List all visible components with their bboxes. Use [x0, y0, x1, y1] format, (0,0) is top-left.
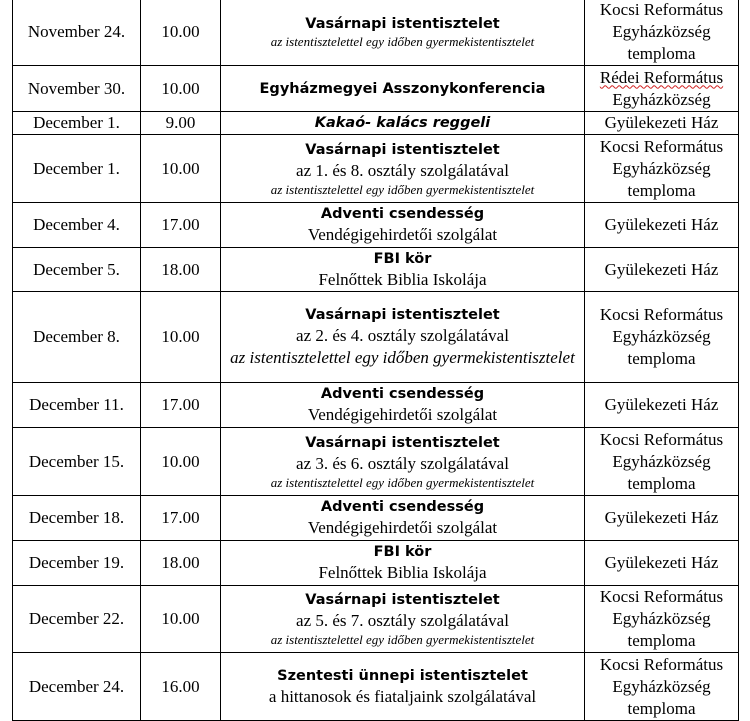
event-time: 10.00	[161, 78, 200, 98]
table-row	[13, 135, 739, 203]
event-title: FBI kör	[373, 544, 432, 560]
event-subtitle: az 5. és 7. osztály szolgálatával	[296, 611, 509, 630]
event-title: Kakaó- kalács reggeli	[314, 115, 491, 131]
place-cell	[585, 292, 739, 383]
place-line: Kocsi Református	[599, 654, 724, 674]
place-line: Rédei Református	[599, 67, 724, 87]
table-row	[13, 203, 739, 248]
event-title: Vasárnapi istentisztelet	[305, 592, 500, 608]
event-time: 17.00	[161, 508, 200, 527]
event-note: az istentisztelettel egy időben gyermekistentisztelet	[230, 348, 575, 367]
event-time: 17.00	[161, 215, 200, 234]
event-subtitle: az 2. és 4. osztály szolgálatával	[296, 326, 509, 345]
table-row	[13, 383, 739, 428]
table-row	[13, 496, 739, 541]
event-date: December 4.	[33, 215, 120, 234]
event-time: 17.00	[161, 395, 200, 414]
place-line: Gyülekezeti Ház	[604, 113, 719, 132]
place-line: Gyülekezeti Ház	[604, 259, 719, 279]
event-subtitle: Vendégigehirdetői szolgálat	[307, 405, 498, 424]
place-line: Kocsi Református	[599, 0, 724, 19]
event-subtitle: a hittanosok és fiataljaink szolgálatával	[268, 686, 537, 706]
place-cell	[585, 496, 739, 541]
place-line: temploma	[627, 631, 696, 650]
event-time: 10.00	[161, 327, 200, 346]
place-line: temploma	[627, 44, 696, 63]
event-time: 16.00	[161, 676, 200, 696]
event-subtitle: az 3. és 6. osztály szolgálatával	[296, 453, 509, 473]
place-line: Egyházközség	[612, 327, 711, 346]
event-date: December 8.	[33, 327, 120, 346]
table-row	[13, 428, 739, 496]
event-date: December 22.	[28, 609, 125, 628]
place-cell	[585, 383, 739, 428]
place-line: Egyházközség	[612, 451, 711, 471]
event-note: az istentisztelettel egy időben gyermekistentisztelet	[270, 474, 535, 490]
event-note: az istentisztelettel egy időben gyermekistentisztelet	[270, 181, 535, 197]
event-subtitle: Vendégigehirdetői szolgálat	[307, 518, 498, 537]
event-note: az istentisztelettel egy időben gyermekistentisztelet	[270, 34, 535, 49]
place-cell	[585, 0, 739, 66]
place-line: Gyülekezeti Ház	[604, 215, 719, 234]
event-time: 18.00	[161, 259, 200, 279]
event-date: November 30.	[27, 78, 126, 98]
event-date: December 19.	[28, 553, 125, 572]
place-cell	[585, 248, 739, 292]
table-row	[13, 541, 739, 586]
place-line: Kocsi Református	[599, 587, 724, 606]
date-cell	[13, 0, 141, 66]
event-subtitle: Felnőttek Biblia Iskolája	[318, 269, 487, 289]
place-line: temploma	[627, 180, 696, 200]
place-cell	[585, 66, 739, 112]
place-line: Gyülekezeti Ház	[604, 553, 719, 572]
event-time: 10.00	[161, 158, 200, 178]
place-line: temploma	[627, 349, 696, 368]
event-title: Egyházmegyei Asszonykonferencia	[259, 80, 546, 97]
event-time: 18.00	[161, 553, 200, 572]
place-cell	[585, 428, 739, 496]
place-line: Egyházközség	[612, 158, 711, 178]
table-row	[13, 586, 739, 653]
event-time: 10.00	[161, 451, 200, 471]
place-line: Egyházközség	[612, 676, 711, 696]
event-title: Szentesti ünnepi istentisztelet	[277, 667, 528, 684]
place-cell	[585, 653, 739, 721]
time-cell	[141, 0, 221, 66]
event-title: FBI kör	[373, 250, 432, 267]
event-date: December 11.	[29, 395, 124, 414]
place-line: Gyülekezeti Ház	[604, 395, 719, 414]
event-subtitle: Felnőttek Biblia Iskolája	[318, 563, 487, 582]
table-row	[13, 66, 739, 112]
place-line: Gyülekezeti Ház	[604, 508, 719, 527]
event-title: Adventi csendesség	[320, 206, 485, 222]
place-cell	[585, 112, 739, 135]
event-date: December 1.	[33, 113, 120, 132]
event-time: 9.00	[165, 113, 196, 132]
event-title: Adventi csendesség	[320, 499, 485, 515]
place-cell	[585, 203, 739, 248]
event-note: az istentisztelettel egy időben gyermekistentisztelet	[270, 632, 535, 647]
place-line: Kocsi Református	[599, 136, 724, 156]
event-title: Vasárnapi istentisztelet	[305, 307, 500, 323]
event-date: December 24.	[28, 676, 125, 696]
place-cell	[585, 135, 739, 203]
place-line: Kocsi Református	[599, 429, 724, 449]
event-date: December 5.	[33, 259, 120, 279]
place-line: Egyházközség	[612, 609, 711, 628]
event-title: Vasárnapi istentisztelet	[305, 16, 500, 32]
event-date: December 15.	[28, 451, 125, 471]
event-date: November 24.	[27, 22, 126, 41]
event-title: Vasárnapi istentisztelet	[305, 141, 500, 158]
table-row	[13, 653, 739, 721]
event-title: Vasárnapi istentisztelet	[305, 434, 500, 451]
event-time: 10.00	[161, 22, 200, 41]
event-subtitle: az 1. és 8. osztály szolgálatával	[296, 160, 509, 180]
event-date: December 18.	[28, 508, 125, 527]
place-line: temploma	[627, 473, 696, 493]
place-line: Kocsi Református	[599, 305, 724, 324]
event-cell	[221, 0, 585, 66]
event-subtitle: Vendégigehirdetői szolgálat	[307, 225, 498, 244]
place-cell	[585, 541, 739, 586]
place-line: temploma	[627, 698, 696, 718]
place-line: Egyházközség	[612, 22, 711, 41]
table-row	[13, 112, 739, 135]
event-time: 10.00	[161, 609, 200, 628]
schedule-table	[12, 0, 739, 721]
table-row	[13, 292, 739, 383]
event-title: Adventi csendesség	[320, 386, 485, 402]
event-date: December 1.	[33, 158, 120, 178]
table-row	[13, 248, 739, 292]
place-line: Egyházközség	[612, 89, 711, 109]
place-cell	[585, 586, 739, 653]
table-row	[13, 0, 739, 66]
